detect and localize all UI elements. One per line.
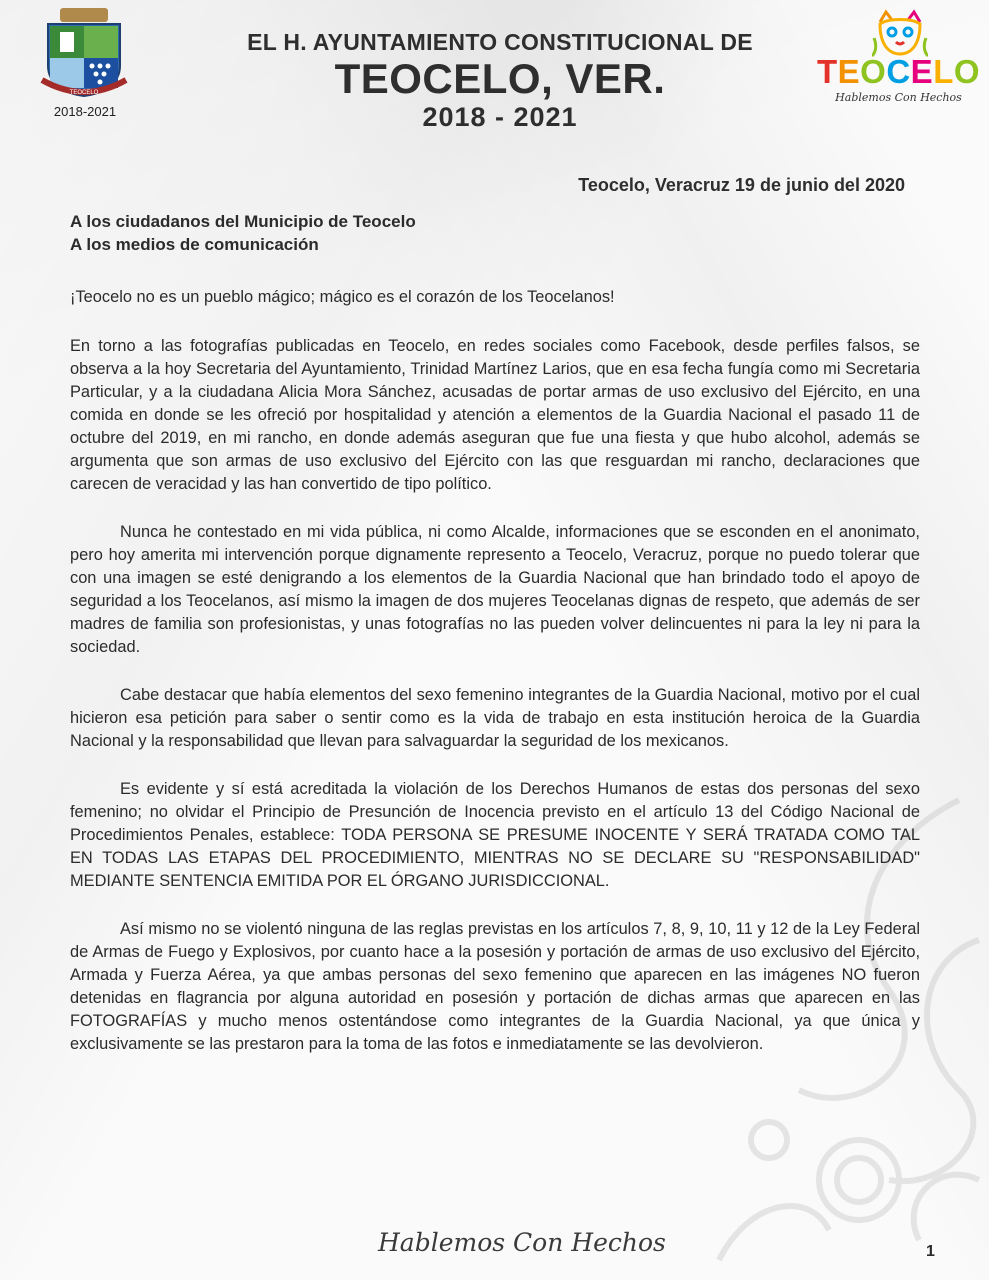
teocelo-logo [816, 8, 981, 108]
paragraph: Cabe destacar que había elementos del sexo femenino integrantes de la Guardia Nacional, motivo por el cual hicieron esa petición para saber o sentir como es la vida de trabajo en esta institución heroica de la Guardia Nacional y la responsabilidad que llevan para salvaguardar la seguridad de los mexicanos. [70, 686, 920, 750]
logo-letter: T [816, 53, 838, 90]
salutation-line-1: A los ciudadanos del Municipio de Teocelo [70, 212, 416, 231]
crest-motto-text: TEOCELO [69, 90, 99, 96]
paragraph: Nunca he contestado en mi vida pública, ni como Alcalde, informaciones que se esconden en el anonimato, pero hoy amerita mi intervención porque dignamente represento a Teocelo, Veracruz, porque no puedo tolerar que con una imagen se esté denigrando a los elementos de la Guardia Nacional que han brindado todo el apoyo de seguridad a los Teocelanos, así mismo la imagen de dos mujeres Teocelanas dignas de respeto, que además de ser madres de familia son profesionistas, y unas fotografías no las pueden volver delincuentes ni para la ley ni para la sociedad. [70, 523, 920, 656]
salutation-line-2: A los medios de comunicación [70, 235, 319, 254]
letterhead-line-1: EL H. AYUNTAMIENTO CONSTITUCIONAL DE [247, 29, 753, 55]
letterhead-line-2: TEOCELO, VER. [334, 55, 666, 102]
logo-slogan: Hablemos Con Hechos [835, 91, 962, 104]
letterhead-title [240, 28, 760, 132]
logo-letter: C [886, 53, 911, 90]
letterhead-line-3: 2018 - 2021 [422, 102, 578, 132]
municipal-crest [38, 8, 130, 98]
salutation [70, 210, 416, 256]
tagline: ¡Teocelo no es un pueblo mágico; mágico es el corazón de los Teocelanos! [70, 288, 615, 306]
paragraph: Así mismo no se violentó ninguna de las reglas previstas en los artículos 7, 8, 9, 10, 11 y 12 de la Ley Federal de Armas de Fuego y Explosivos, por cuanto hace a la posesión y portación de armas de uso exclusivo del Ejército, Armada y Fuerza Aérea, ya que ambas personas del sexo femenino que aparecen en las imágenes NO fueron detenidas en flagrancia por alguna autoridad en posesión y portación de dichas armas que aparecen en las FOTOGRAFÍAS y mucho menos ostentándose como integrantes de la Guardia Nacional, ya que única y exclusivamente se las prestaron para la toma de las fotos e inmediatamente se las devolvieron. [70, 920, 920, 1053]
paragraph: En torno a las fotografías publicadas en Teocelo, en redes sociales como Facebook, desde perfiles falsos, se observa a la hoy Secretaria del Ayuntamiento, Trinidad Martínez Larios, que en esa fecha fungía como mi Secretaria Particular, y a la ciudadana Alicia Mora Sánchez, acusadas de portar armas de uso exclusivo del Ejército, en una comida en donde se les ofreció por hospitalidad y atención a elementos de la Guardia Nacional el pasado 11 de octubre del 2019, en mi rancho, en donde además aseguran que fue una fiesta y que hubo alcohol, además se argumenta que son armas de uso exclusivo del Ejército con las que resguardan mi rancho, declaraciones que carecen de veracidad y las han convertido de tipo político. [70, 337, 920, 493]
logo-letter: L [933, 53, 954, 90]
letter-body [70, 286, 920, 1081]
page-number: 1 [926, 1243, 935, 1260]
jaguar-icon [872, 8, 928, 58]
logo-wordmark [816, 54, 981, 90]
footer-slogan: Hablemos Con Hechos [378, 1228, 666, 1257]
logo-letter: E [837, 53, 861, 90]
logo-letter: E [910, 53, 934, 90]
letter-date: Teocelo, Veracruz 19 de junio del 2020 [578, 175, 905, 195]
crest-years: 2018-2021 [53, 104, 117, 119]
logo-letter: O [953, 53, 981, 90]
paragraph: Es evidente y sí está acreditada la violación de los Derechos Humanos de estas dos personas del sexo femenino; no olvidar el Principio de Presunción de Inocencia previsto en el artículo 13 del Código Nacional de Procedimientos Penales, establece: TODA PERSONA SE PRESUME INOCENTE Y SERÁ TRATADA COMO TAL EN TODAS LAS ETAPAS DEL PROCEDIMIENTO, MIENTRAS NO SE DECLARE SU "RESPONSABILIDAD" MEDIANTE SENTENCIA EMITIDA POR EL ÓRGANO JURISDICCIONAL. [70, 780, 920, 890]
logo-letter: O [860, 53, 887, 90]
